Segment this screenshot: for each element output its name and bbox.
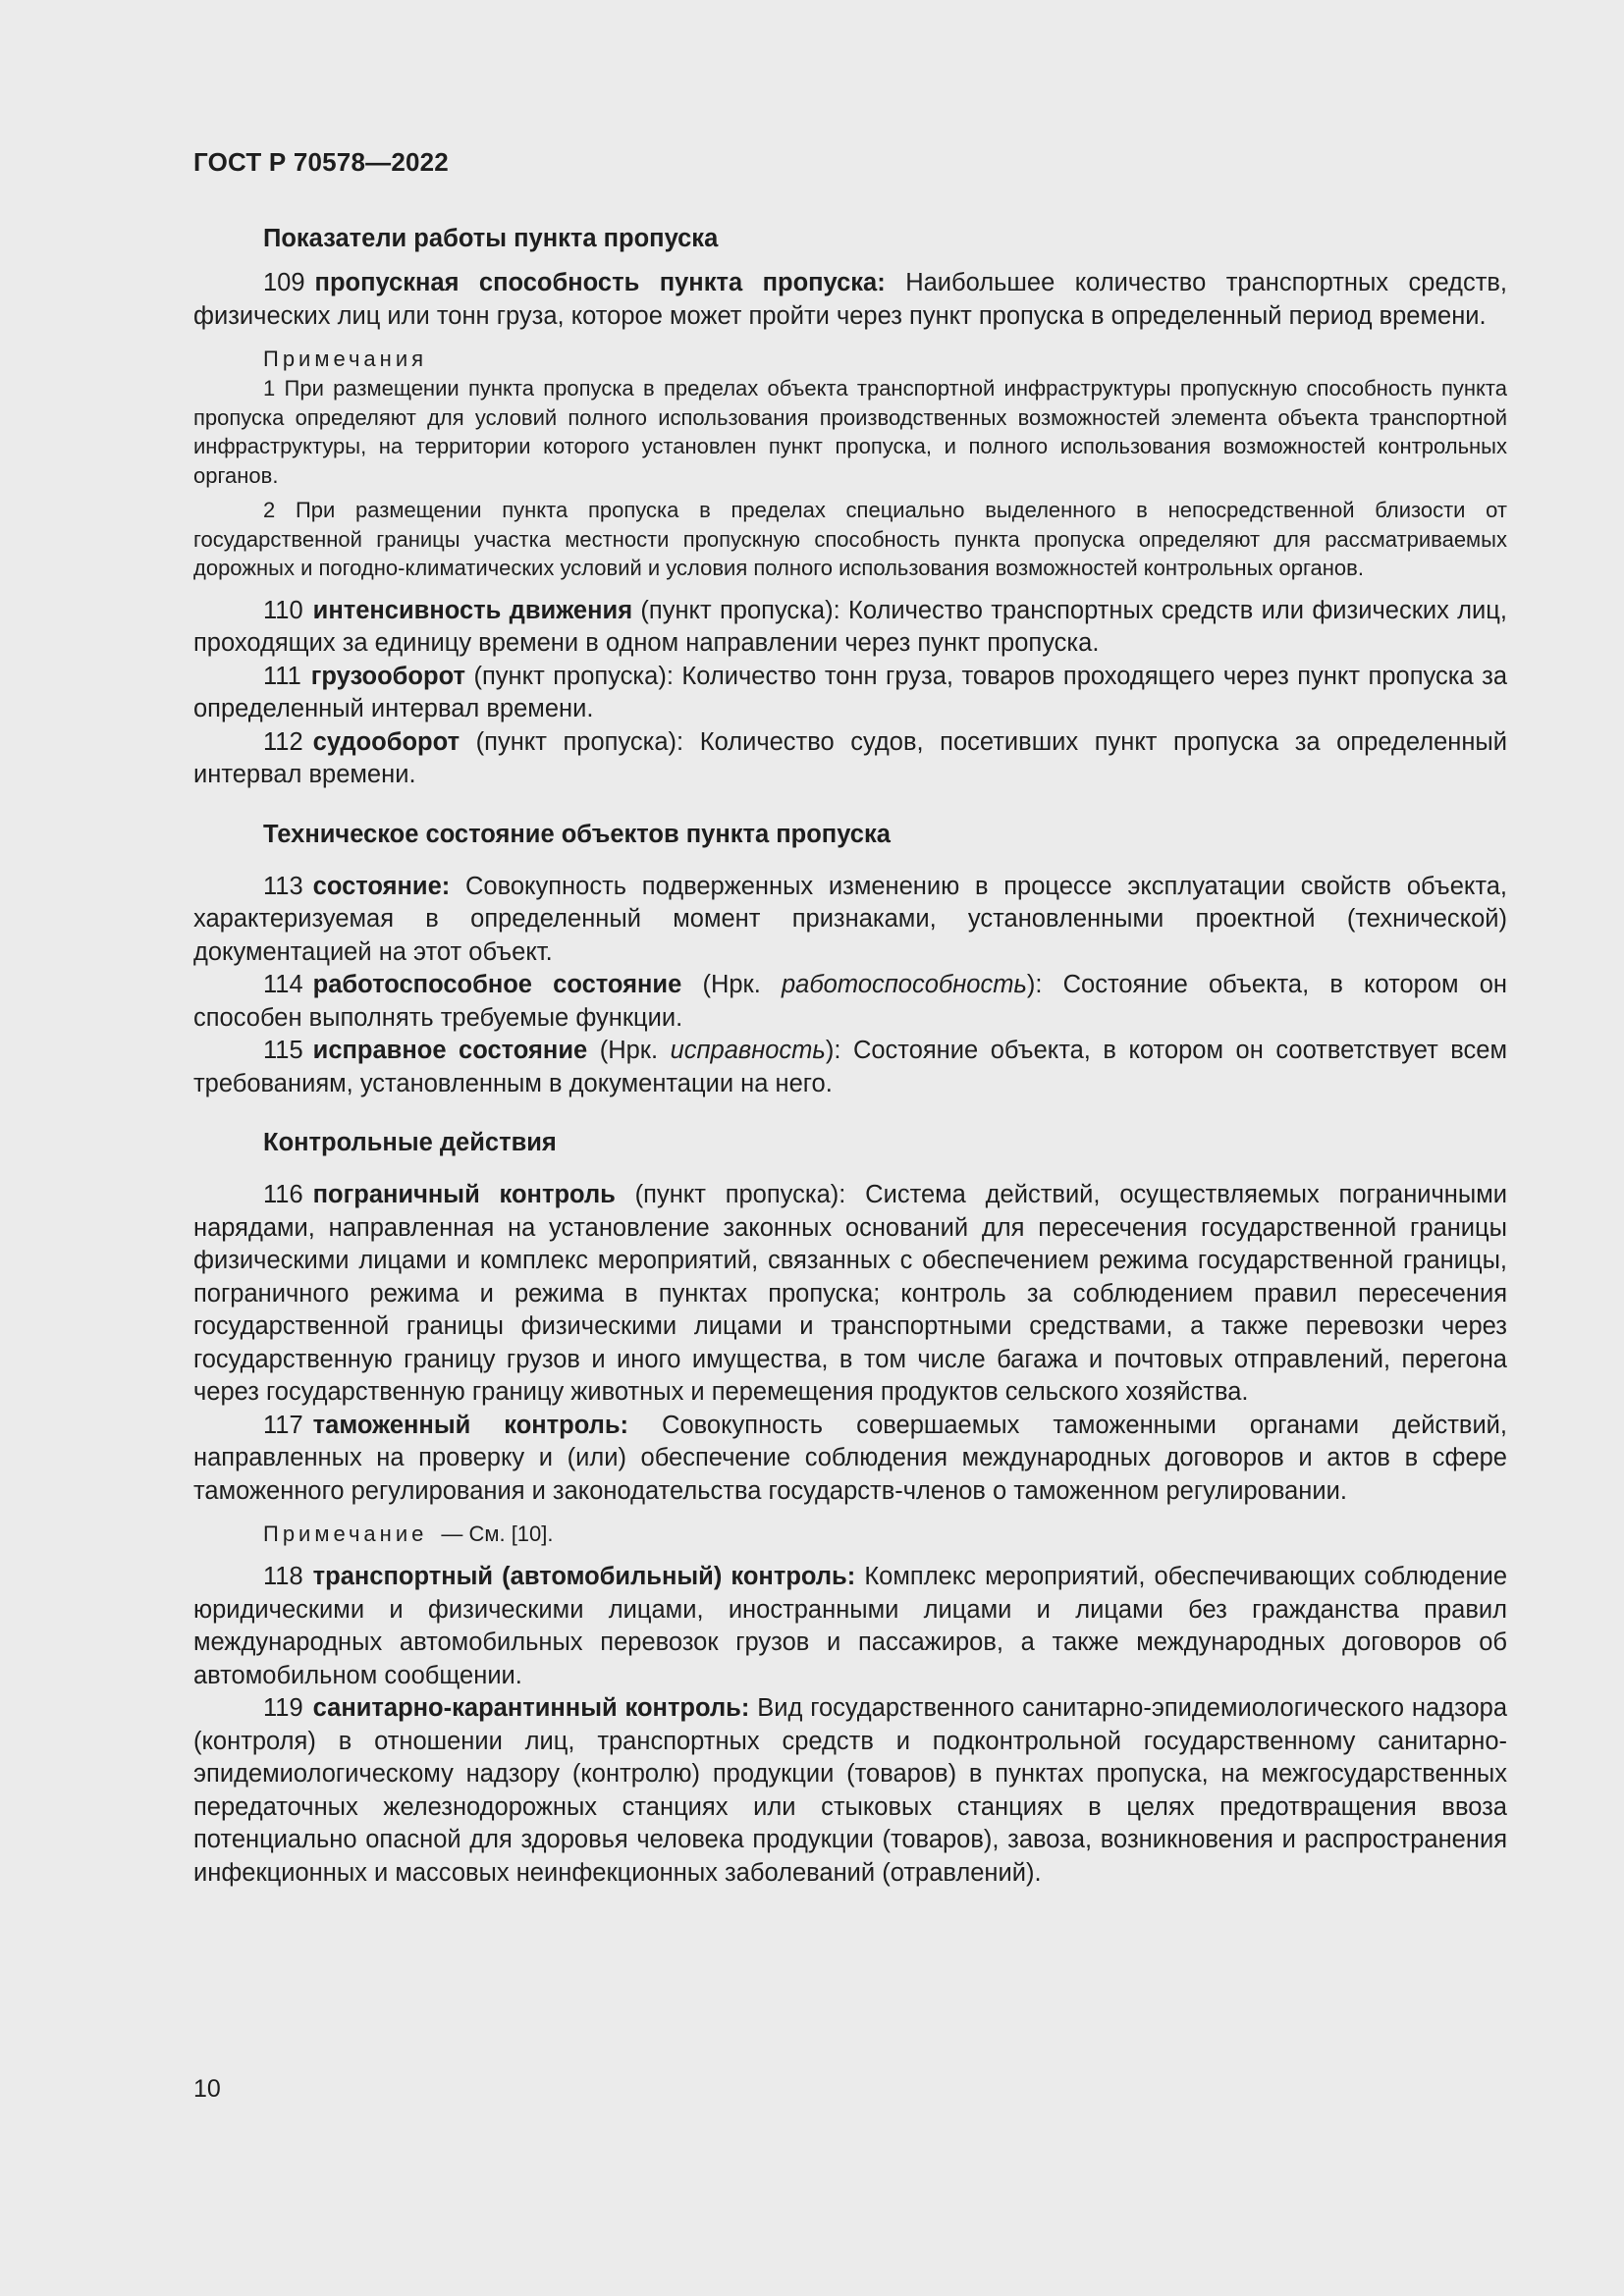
term-name: санитарно-карантинный контроль: (312, 1694, 750, 1722)
standard-designation: ГОСТ Р 70578—2022 (193, 147, 449, 177)
notes-label: Примечания (263, 347, 428, 371)
term-definition: (пункт пропуска): Количество судов, посетивших пункт пропуска за определенный интервал времени. (193, 727, 1507, 788)
term-name: интенсивность движения (312, 596, 633, 624)
section-heading-throughput: Показатели работы пункта пропуска (263, 225, 719, 252)
deprecated-term: исправность (670, 1037, 826, 1064)
term-name: таможенный контроль: (312, 1411, 629, 1439)
term-name: транспортный (автомобильный) контроль: (312, 1563, 856, 1590)
section-heading-control-actions: Контрольные действия (263, 1129, 557, 1156)
term-entry-115: 115 исправное состояние (Нрк. исправность): Состояние объекта, в котором он соответствует всем требованиям, установленным в документации на него. (193, 1037, 1508, 1097)
term-entry-109: 109 пропускная способность пункта пропуска: Наибольшее количество транспортных средств, физических лиц или тонн груза, которое может пройти через пункт пропуска в определенный период времени. (193, 269, 1508, 330)
term-definition: Комплекс мероприятий, обеспечивающих соблюдение юридическими и физическими лицами, иностранными лицами и лицами без гражданства правил международных автомобильных перевозок грузов и пассажиров, а также международных договоров об автомобильном сообщении. (193, 1563, 1508, 1689)
term-entry-112: 112 судооборот (пункт пропуска): Количество судов, посетивших пункт пропуска за определенный интервал времени. (193, 727, 1507, 788)
term-definition: Совокупность совершаемых таможенными органами действий, направленных на проверку и (или) обеспечение соблюдения международных договоров и актов в сфере таможенного регулирования и законодательства государств-членов о таможенном регулировании. (193, 1411, 1508, 1505)
note-2: 2 При размещении пункта пропуска в пределах специально выделенного в непосредственной близости от государственной границы участка местности пропускную способность пункта пропуска определяют для рассматриваемых дорожных и погодно-климатических условий и условия полного использования возможностей контрольных органов. (193, 498, 1507, 580)
term-name: грузооборот (310, 662, 465, 690)
term-definition: Вид государственного санитарно-эпидемиологического надзора (контроля) в отношении лиц, транспортных средств и подконтрольной государственному санитарно-эпидемиологическому надзору (контролю) продукции (товаров) в пунктах пропуска, на межгосударственных передаточных железнодорожных станциях или стыковых станциях в целях предотвращения ввоза потенциально опасной для здоровья человека продукции (товаров), завоза, возникновения и распространения инфекционных и массовых неинфекционных заболеваний (отравлений). (193, 1694, 1508, 1887)
term-definition: Совокупность подверженных изменению в процессе эксплуатации свойств объекта, характеризуемая в определенный момент признаками, установленными проектной (технической) документацией на этот объект. (193, 872, 1507, 966)
term-definition: ): Состояние объекта, в котором он способен выполнять требуемые функции. (193, 971, 1508, 1032)
term-name: работоспособное состояние (312, 971, 682, 998)
note-1: 1 При размещении пункта пропуска в пределах объекта транспортной инфраструктуры пропускную способность пункта пропуска определяют для условий полного использования производственных возможностей элемента объекта транспортной инфраструктуры, на территории которого установлен пункт пропуска, и полного использования возможностей контрольных органов. (193, 376, 1507, 488)
note-label: Примечание (263, 1522, 428, 1546)
term-name: судооборот (312, 727, 460, 756)
term-entry-110: 110 интенсивность движения (пункт пропуска): Количество транспортных средств или физических лиц, проходящих за единицу времени в одном направлении через пункт пропуска. (193, 596, 1507, 657)
term-definition: (пункт пропуска): Система действий, осуществляемых пограничными нарядами, направленная на установление законных оснований для пересечения государственной границы физическими лицами и комплекс мероприятий, связанных с обеспечением режима государственной границы, пограничного режима и режима в пунктах пропуска; контроль за соблюдением правил пересечения государственной границы физическими лицами и транспортными средствами, а также перевозки через государственную границу грузов и иного имущества, в том числе багажа и почтовых отправлений, перегона через государственную границу животных и перемещения продуктов сельского хозяйства. (193, 1181, 1507, 1406)
term-name: исправное состояние (312, 1037, 588, 1064)
section-heading-technical-state: Техническое состояние объектов пункта пропуска (263, 820, 891, 848)
page-body (193, 222, 1507, 1890)
term-entry-118: 118 транспортный (автомобильный) контроль: Комплекс мероприятий, обеспечивающих соблюдение юридическими и физическими лицами, иностранными лицами и лицами без гражданства правил международных автомобильных перевозок грузов и пассажиров, а также международных договоров об автомобильном сообщении. (193, 1563, 1508, 1689)
term-entry-114: 114 работоспособное состояние (Нрк. работоспособность): Состояние объекта, в котором он способен выполнять требуемые функции. (193, 971, 1508, 1032)
term-name: пропускная способность пункта пропуска: (314, 269, 886, 296)
note-reference: — См. [10]. (441, 1522, 554, 1546)
term-definition: Наибольшее количество транспортных средств, физических лиц или тонн груза, которое может пройти через пункт пропуска в определенный период времени. (193, 269, 1508, 330)
term-entry-119: 119 санитарно-карантинный контроль: Вид государственного санитарно-эпидемиологического надзора (контроля) в отношении лиц, транспортных средств и подконтрольной государственному санитарно-эпидемиологическому надзору (контролю) продукции (товаров) в пунктах пропуска, на межгосударственных передаточных железнодорожных станциях или стыковых станциях в целях предотвращения ввоза потенциально опасной для здоровья человека продукции (товаров), завоза, возникновения и распространения инфекционных и массовых неинфекционных заболеваний (отравлений). (193, 1694, 1508, 1887)
page-number: 10 (193, 2075, 221, 2103)
note-117 (193, 1520, 1507, 1549)
term-definition: (пункт пропуска): Количество тонн груза, товаров проходящего через пункт пропуска за определенный интервал времени. (193, 662, 1507, 722)
term-definition: (пункт пропуска): Количество транспортных средств или физических лиц, проходящих за единицу времени в одном направлении через пункт пропуска. (193, 596, 1507, 657)
term-entry-116: 116 пограничный контроль (пункт пропуска): Система действий, осуществляемых пограничными нарядами, направленная на установление законных оснований для пересечения государственной границы физическими лицами и комплекс мероприятий, связанных с обеспечением режима государственной границы, пограничного режима и режима в пунктах пропуска; контроль за соблюдением правил пересечения государственной границы физическими лицами и транспортными средствами, а также перевозки через государственную границу грузов и иного имущества, в том числе багажа и почтовых отправлений, перегона через государственную границу животных и перемещения продуктов сельского хозяйства. (193, 1181, 1507, 1406)
term-name: пограничный контроль (312, 1181, 616, 1208)
term-entry-113: 113 состояние: Совокупность подверженных изменению в процессе эксплуатации свойств объекта, характеризуемая в определенный момент признаками, установленными проектной (технической) документацией на этот объект. (193, 872, 1507, 966)
deprecated-term: работоспособность (781, 971, 1027, 998)
term-entry-111: 111 грузооборот (пункт пропуска): Количество тонн груза, товаров проходящего через пункт пропуска за определенный интервал времени. (193, 662, 1507, 722)
term-name: состояние: (312, 872, 451, 900)
term-definition: ): Состояние объекта, в котором он соответствует всем требованиям, установленным в документации на него. (193, 1037, 1508, 1097)
term-entry-117: 117 таможенный контроль: Совокупность совершаемых таможенными органами действий, направленных на проверку и (или) обеспечение соблюдения международных договоров и актов в сфере таможенного регулирования и законодательства государств-членов о таможенном регулировании. (193, 1411, 1508, 1505)
